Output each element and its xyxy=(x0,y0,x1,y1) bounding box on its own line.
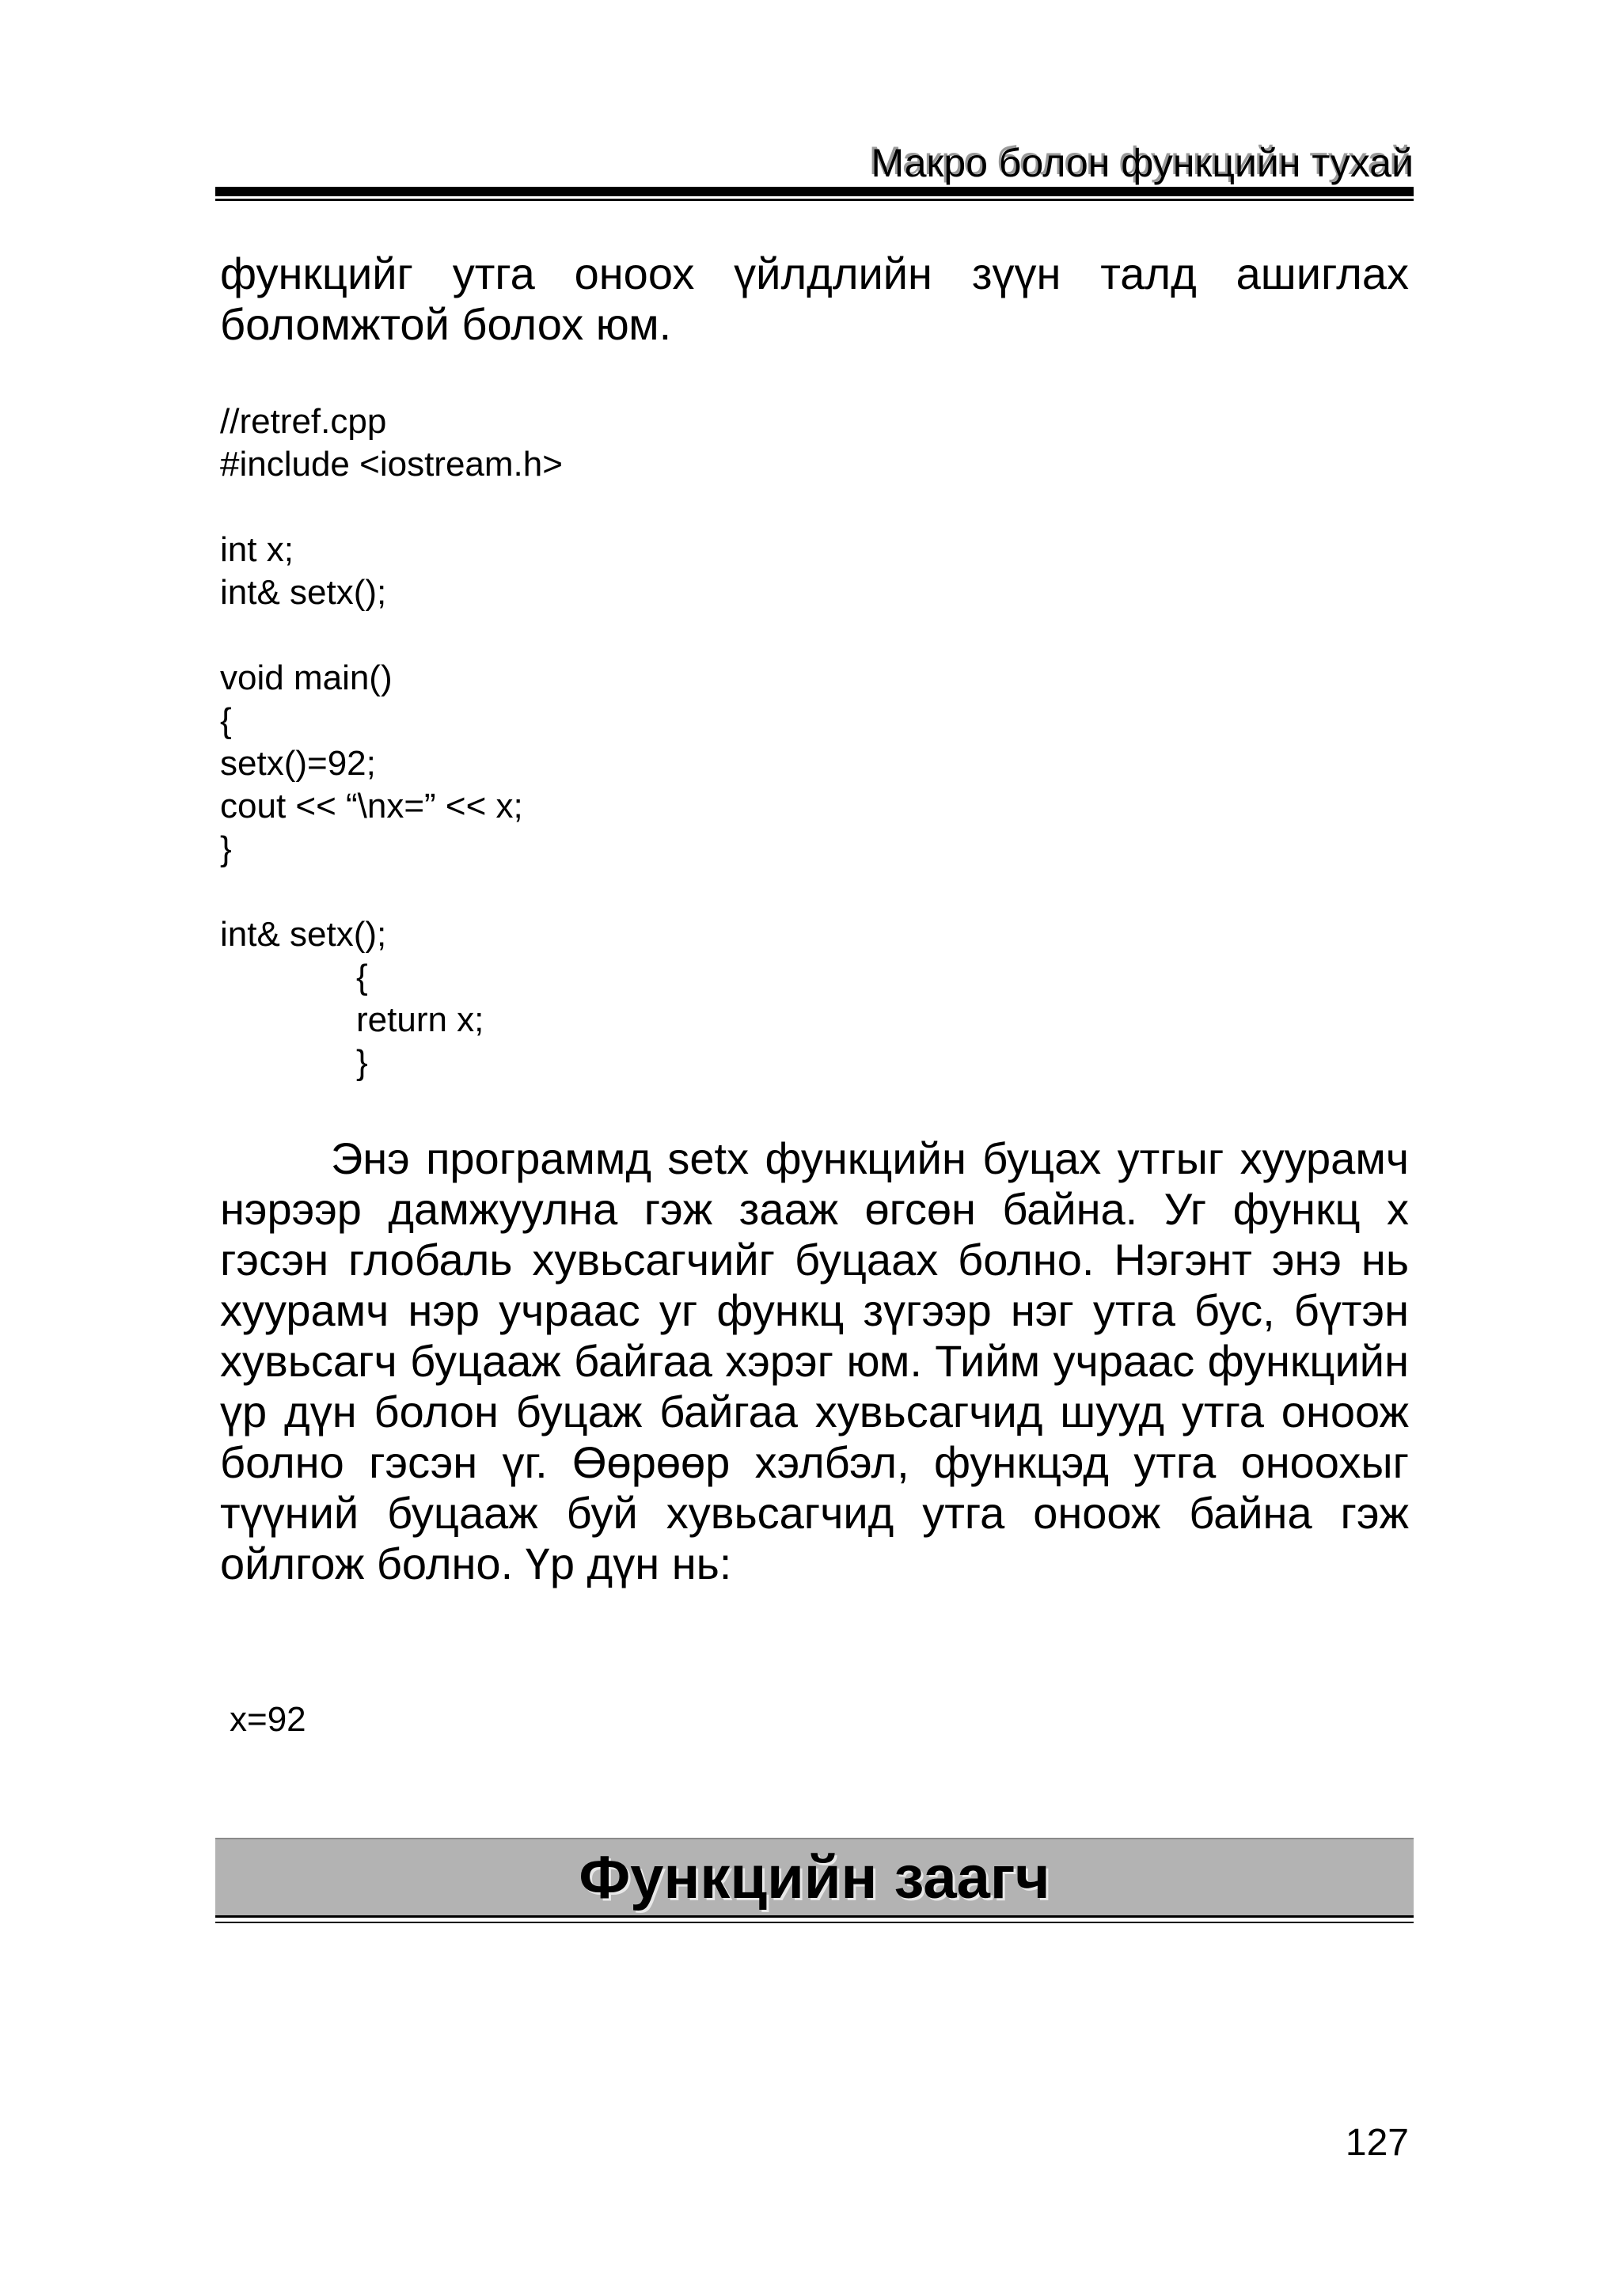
code-line: void main() xyxy=(220,658,393,697)
code-line: int& setx(); xyxy=(220,573,387,612)
code-line: } xyxy=(356,1043,368,1082)
section-heading-rule xyxy=(215,1915,1414,1918)
header-rule-thick xyxy=(215,187,1414,196)
section-heading-rule-lower xyxy=(215,1922,1414,1923)
code-line xyxy=(220,486,563,529)
section-heading-title: Функцийн заагч xyxy=(579,1844,1050,1911)
code-line: #include <iostream.h> xyxy=(220,445,563,484)
page-number: 127 xyxy=(1345,2122,1409,2164)
program-output: x=92 xyxy=(230,1700,306,1739)
code-line: { xyxy=(356,958,368,996)
header-rule-thin xyxy=(215,199,1414,201)
intro-paragraph: функцийг утга оноох үйлдлийн зүүн талд ашиглах боломжтой болох юм. xyxy=(220,249,1409,349)
explanation-paragraph: Энэ программд setx функцийн буцах утгыг хуурамч нэрээр дамжуулна гэж зааж өгсөн байна. Уг функц x гэсэн глобаль хувьсагчийг буцаах болно. Нэгэнт энэ нь хуурамч нэр учраас уг функц зүгээр нэг утга бус, бүтэн хувьсагч буцааж байгаа хэрэг юм. Тийм учраас функцийн үр дүн болон буцаж байгаа хувьсагчид шууд утга оноож болно гэсэн үг. Өөрөөр хэлбэл, функцэд утга оноохыг түүний буцааж буй хувьсагчид утга оноож байна гэж ойлгож болно. Үр дүн нь: xyxy=(220,1133,1409,1588)
code-line: //retref.cpp xyxy=(220,402,387,441)
code-line: int x; xyxy=(220,530,294,569)
code-line: } xyxy=(220,829,232,868)
code-line: return x; xyxy=(356,1000,484,1039)
code-line xyxy=(220,871,563,913)
running-header-title: Макро болон функцийн тухай xyxy=(871,141,1414,185)
code-line xyxy=(220,614,563,657)
code-line: { xyxy=(220,701,232,740)
code-line: cout << “\nx=” << x; xyxy=(220,787,523,825)
code-line: setx()=92; xyxy=(220,744,376,783)
code-line: int& setx(); xyxy=(220,915,387,954)
code-listing xyxy=(220,400,563,1084)
